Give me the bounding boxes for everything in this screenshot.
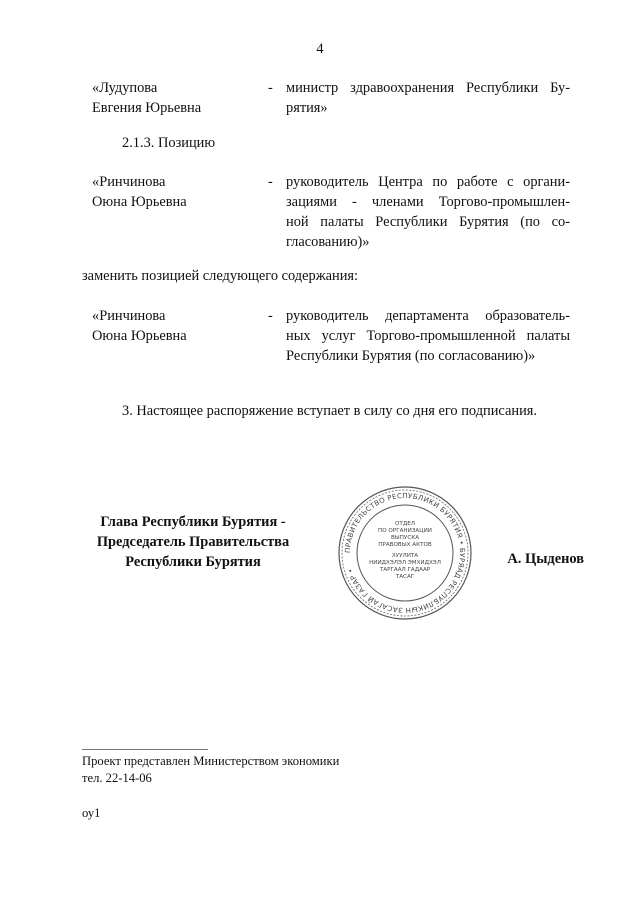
page-number: 4 bbox=[316, 41, 324, 57]
item-2-1-3: 2.1.3. Позицию bbox=[122, 135, 216, 151]
svg-text:ТАСАГ: ТАСАГ bbox=[395, 574, 415, 580]
signatory-name: А. Цыденов bbox=[507, 551, 584, 567]
svg-text:НИИДХЭЛЭЛ ЭМХИДХЭЛ: НИИДХЭЛЭЛ ЭМХИДХЭЛ bbox=[369, 560, 441, 566]
entry-role: руководитель Центра по работе с органи- зациями - членами Торгово-промышлен- ной палаты Республики Бурятия (по со- гласованию)» bbox=[286, 174, 570, 250]
svg-text:ПО ОРГАНИЗАЦИИ: ПО ОРГАНИЗАЦИИ bbox=[378, 528, 432, 534]
seal-graphic bbox=[336, 484, 474, 622]
seal-inner-text bbox=[369, 521, 441, 580]
svg-text:ПРАВОВЫХ АКТОВ: ПРАВОВЫХ АКТОВ bbox=[378, 542, 432, 548]
svg-text:ОТДЕЛ: ОТДЕЛ bbox=[395, 521, 415, 527]
footer-code: оу1 bbox=[82, 806, 101, 820]
footer-rule bbox=[82, 749, 208, 750]
entry-ludupova bbox=[92, 78, 570, 120]
entry-role: руководитель департамента образователь- ных услуг Торгово-промышленной палаты Республики Бурятия (по согласованию)» bbox=[286, 308, 570, 364]
svg-text:ВЫПУСКА: ВЫПУСКА bbox=[390, 535, 420, 541]
seal-ring-text: ПРАВИТЕЛЬСТВО РЕСПУБЛИКИ БУРЯТИЯ • БУРЯАД РЕСПУБЛИКЫН ЗАСАГАЙ ГАЗАР • bbox=[343, 491, 467, 615]
entry-rinchinova-old bbox=[92, 172, 570, 254]
entry-rinchinova-new bbox=[92, 306, 570, 368]
entry-role: министр здравоохранения Республики Бу- рятия» bbox=[286, 80, 570, 116]
entry-dash: - bbox=[268, 80, 273, 96]
signature-title: Глава Республики Бурятия - Председатель Правительства Республики Бурятия bbox=[96, 514, 290, 570]
official-seal bbox=[336, 484, 474, 628]
entry-name: «Лудупова Евгения Юрьевна bbox=[92, 80, 202, 116]
entry-dash: - bbox=[268, 174, 273, 190]
footer-phone: тел. 22-14-06 bbox=[82, 771, 152, 785]
footer-project-note: Проект представлен Министерством экономики bbox=[82, 754, 340, 768]
entry-dash: - bbox=[268, 308, 273, 324]
clause-3: 3. Настоящее распоряжение вступает в силу со дня его подписания. bbox=[122, 403, 537, 419]
entry-name: «Ринчинова Оюна Юрьевна bbox=[92, 174, 187, 210]
entry-name: «Ринчинова Оюна Юрьевна bbox=[92, 308, 187, 344]
replace-text: заменить позицией следующего содержания: bbox=[82, 268, 359, 284]
svg-text:ХУУЛИТА: ХУУЛИТА bbox=[391, 553, 419, 559]
svg-text:ТАРГААЛ ГАДААР: ТАРГААЛ ГАДААР bbox=[379, 567, 431, 573]
